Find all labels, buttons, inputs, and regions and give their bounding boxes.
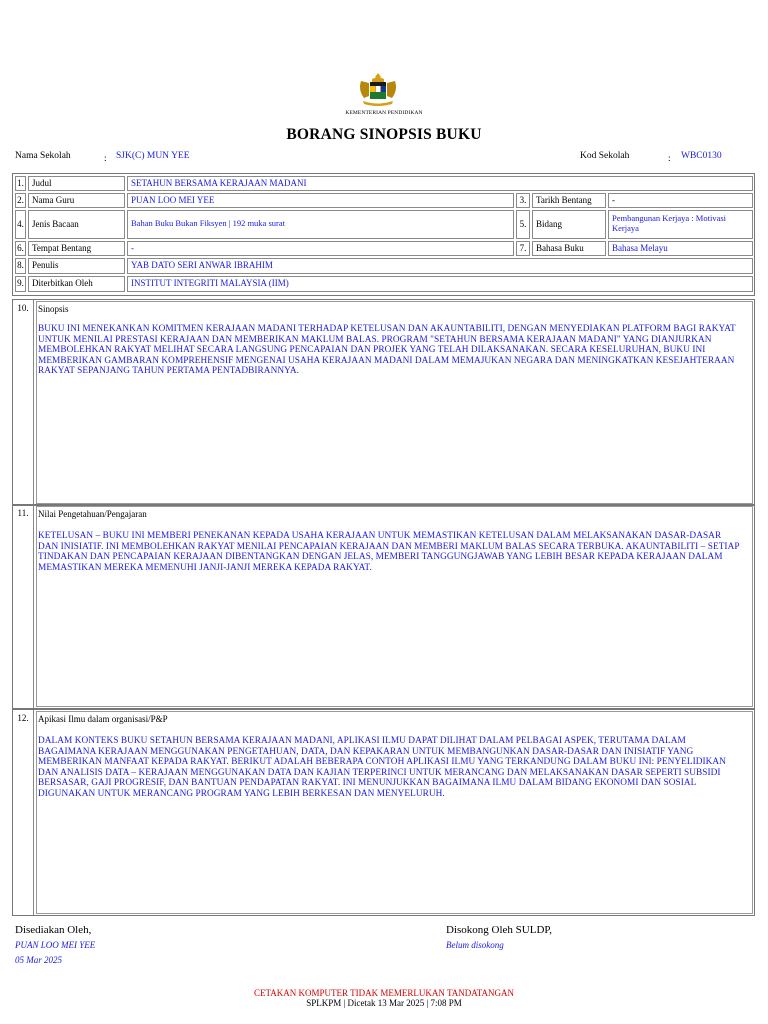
tempat-value: - [127,241,514,256]
school-code-value: WBC0130 [681,151,722,161]
penulis-value: YAB DATO SERI ANWAR IBRAHIM [127,258,753,274]
bidang-value: Pembangunan Kerjaya : Motivasi Kerjaya [608,210,753,239]
aplikasi-section [12,709,755,916]
tempat-label: Tempat Bentang [28,241,125,256]
ministry-name: KEMENTERIAN PENDIDIKAN [345,110,423,116]
judul-value: SETAHUN BERSAMA KERAJAAN MADANI [127,176,753,191]
jenis-value: Bahan Buku Bukan Fiksyen | 192 muka surat [127,210,514,239]
bahasa-value: Bahasa Melayu [608,241,753,256]
section-number: 12. [13,710,34,915]
supported-by-label: Disokong Oleh SULDP, [446,924,553,936]
coat-of-arms-icon [355,72,401,108]
colon: : [104,154,107,164]
row-number: 5. [516,210,530,239]
info-table [12,173,755,296]
judul-label: Judul [28,176,125,191]
guru-label: Nama Guru [28,193,125,208]
sinopsis-label: Sinopsis [38,304,69,314]
row-number: 7. [516,241,530,256]
prepared-by-name: PUAN LOO MEI YEE [15,940,96,950]
prepared-date: 05 Mar 2025 [15,955,62,965]
nilai-text: KETELUSAN – BUKU INI MEMBERI PENEKANAN KEPADA USAHA KERAJAAN UNTUK MEMASTIKAN KETELUSAN DALAM MELAKSANAKAN DASAR-DASAR DAN INISIATIF. INI MEMBOLEHKAN RAKYAT MENILAI PENCAPAIAN KERAJAAN DAN MEMBERI MAKLUM BALAS SECARA TERBUKA. AKAUNTABILITI – SETIAP TINDAKAN DAN PENCAPAIAN KERAJAAN DIBENTANGKAN DENGAN JELAS, MEMBERI TANGGUNGJAWAB YANG LEBIH BESAR KEPADA KERAJAAN DALAM MEMASTIKAN MEREKA MEMENUHI JANJI-JANJI MEREKA KEPADA RAKYAT. [38,531,740,573]
tarikh-label: Tarikh Bentang [532,193,606,208]
row-number: 1. [15,176,26,191]
sinopsis-text: BUKU INI MENEKANKAN KOMITMEN KERAJAAN MADANI TERHADAP KETELUSAN DAN AKAUNTABILITI, DENGAN MENYEDIAKAN PLATFORM BAGI RAKYAT UNTUK MENILAI PRESTASI KERAJAAN DAN MEMBERIKAN MAKLUM BALAS. PROGRAM "SETAHUN BERSAMA KERAJAAN MADANI" YANG DIANJURKAN MEMBOLEHKAN RAKYAT MELIHAT SECARA LANGSUNG PENCAPAIAN DAN PROJEK YANG TELAH DILAKSANAKAN. SECARA KESELURUHAN, BUKU INI MEMBERIKAN GAMBARAN KOMPREHENSIF MENGENAI USAHA KERAJAAN MADANI DALAM MEMAJUKAN NEGARA DAN MENINGKATKAN KESEJAHTERAAN RAKYAT SEPANJANG TAHUN PERTAMA PENTADBIRANNYA. [38,324,736,377]
row-number: 9. [15,276,26,292]
tarikh-value: - [608,193,753,208]
nilai-section [12,504,755,709]
school-name-label: Nama Sekolah [15,151,71,161]
guru-value: PUAN LOO MEI YEE [127,193,514,208]
section-number: 10. [13,300,34,505]
jenis-label: Jenis Bacaan [28,210,125,239]
bahasa-label: Bahasa Buku [532,241,606,256]
aplikasi-text: DALAM KONTEKS BUKU SETAHUN BERSAMA KERAJAAN MADANI, APLIKASI ILMU DAPAT DILIHAT DALAM PELBAGAI ASPEK, TERUTAMA DALAM BAGAIMANA KERAJAAN MENGGUNAKAN PENGETAHUAN, DATA, DAN KEPAKARAN UNTUK MEMBANGUNKAN DASAR-DASAR DAN INISIATIF YANG MEMBERIKAN MANFAAT KEPADA RAKYAT. BERIKUT ADALAH BEBERAPA CONTOH APLIKASI ILMU YANG TERKANDUNG DALAM BUKU INI: PENYELIDIKAN DAN ANALISIS DATA – KERAJAAN MENGGUNAKAN DATA DAN KAJIAN TERPERINCI UNTUK MERANCANG DAN MELAKSANAKAN DASAR SEPERTI SUBSIDI BERSASAR, GAJI PROGRESIF, DAN BANTUAN PENDAPATAN RAKYAT. INI MENUNJUKKAN BAGAIMANA ILMU DALAM BIDANG EKONOMI DAN SOSIAL DIGUNAKAN UNTUK MERANCANG PROGRAM YANG LEBIH BERKESAN DAN MENYELURUH. [38,736,726,799]
aplikasi-label: Apikasi Ilmu dalam organisasi/P&P [38,714,168,724]
colon: : [668,154,671,164]
penulis-label: Penulis [28,258,125,274]
bidang-label: Bidang [532,210,606,239]
row-number: 4. [15,210,26,239]
form-title: BORANG SINOPSIS BUKU [286,126,482,143]
row-number: 8. [15,258,26,274]
section-number: 11. [13,505,34,708]
row-number: 6. [15,241,26,256]
print-info: SPLKPM | Dicetak 13 Mar 2025 | 7:08 PM [306,998,462,1008]
support-status: Belum disokong [446,940,504,950]
school-name-value: SJK(C) MUN YEE [116,151,190,161]
school-code-label: Kod Sekolah [580,151,630,161]
sinopsis-section [12,299,755,506]
row-number: 2. [15,193,26,208]
terbit-label: Diterbitkan Oleh [28,276,125,292]
prepared-by-label: Disediakan Oleh, [15,924,92,936]
nilai-label: Nilai Pengetahuan/Pengajaran [38,509,147,519]
computer-print-notice: CETAKAN KOMPUTER TIDAK MEMERLUKAN TANDATANGAN [254,988,514,998]
row-number: 3. [516,193,530,208]
terbit-value: INSTITUT INTEGRITI MALAYSIA (IIM) [127,276,753,292]
